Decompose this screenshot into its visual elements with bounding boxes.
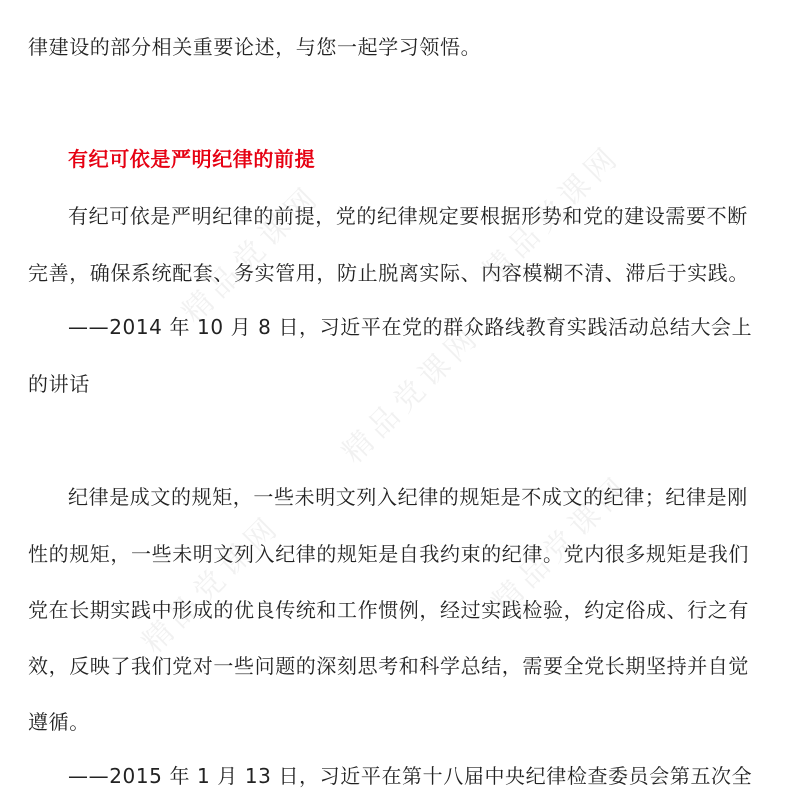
quote1-source-line1: ——2014 年 10 月 8 日，习近平在党的群众路线教育实践活动总结大会上	[68, 315, 753, 339]
quote2-line3: 党在长期实践中形成的优良传统和工作惯例，经过实践检验，约定俗成、行之有	[28, 598, 749, 622]
partial-top-line	[28, 0, 788, 10]
watermark-text: 精品党课网	[175, 178, 328, 331]
quote1-line2: 完善，确保系统配套、务实管用，防止脱离实际、内容模糊不清、滞后于实践。	[28, 261, 749, 285]
watermark-text: 精品党课网	[335, 318, 488, 471]
quote1-source-line2: 的讲话	[28, 372, 90, 396]
quote2-source-line1: ——2015 年 1 月 13 日，习近平在第十八届中央纪律检查委员会第五次全	[68, 764, 753, 788]
watermark-text: 精品党课网	[485, 468, 638, 621]
quote2-line1: 纪律是成文的规矩，一些未明文列入纪律的规矩是不成文的纪律；纪律是刚	[68, 485, 748, 509]
section-heading: 有纪可依是严明纪律的前提	[68, 147, 316, 171]
quote1-line1: 有纪可依是严明纪律的前提，党的纪律规定要根据形势和党的建设需要不断	[68, 204, 748, 228]
watermark-text: 精品党课网	[135, 508, 288, 661]
quote2-line4: 效，反映了我们党对一些问题的深刻思考和科学总结，需要全党长期坚持并自觉	[28, 654, 749, 678]
intro-end-text: 律建设的部分相关重要论述，与您一起学习领悟。	[28, 35, 482, 59]
quote2-line5: 遵循。	[28, 710, 90, 734]
quote2-line2: 性的规矩，一些未明文列入纪律的规矩是自我约束的纪律。党内很多规矩是我们	[28, 542, 749, 566]
watermark-text: 精品党课网	[475, 138, 628, 291]
